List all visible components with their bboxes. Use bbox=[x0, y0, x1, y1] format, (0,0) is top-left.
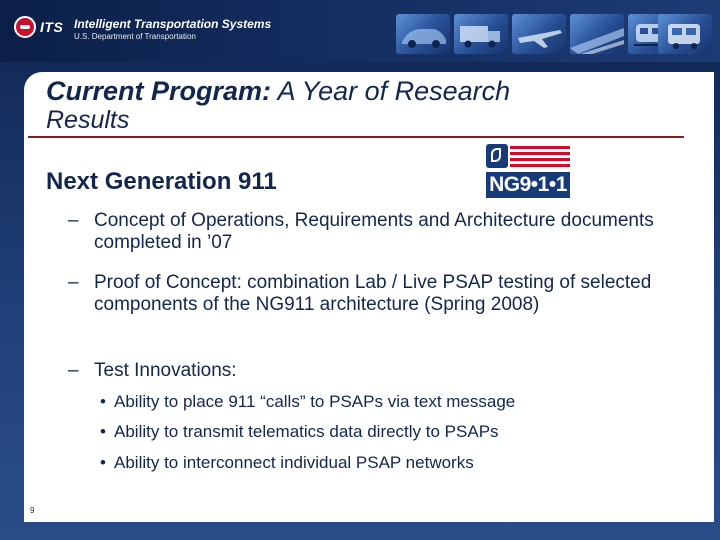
sub-bullet-text: Ability to transmit telematics data directly to PSAPs bbox=[114, 422, 499, 441]
slide-title-line2: Results bbox=[46, 106, 130, 134]
ng911-logo bbox=[486, 144, 570, 198]
header-image-strip bbox=[396, 14, 712, 54]
org-department: U.S. Department of Transportation bbox=[74, 32, 196, 41]
sub-bullet-item bbox=[100, 453, 474, 473]
bullet-item bbox=[68, 272, 668, 316]
org-name: Intelligent Transportation Systems bbox=[74, 17, 272, 31]
title-rest: A Year of Research bbox=[271, 76, 511, 106]
dash-marker: – bbox=[68, 360, 79, 381]
header-bar bbox=[0, 0, 720, 62]
transit-image-icon bbox=[658, 14, 712, 54]
section-heading: Next Generation 911 bbox=[46, 168, 277, 195]
plane-image-icon bbox=[512, 14, 566, 54]
bullet-item bbox=[68, 360, 668, 382]
ng911-logo-text: NG9•1•1 bbox=[486, 172, 570, 198]
title-divider bbox=[28, 136, 684, 138]
page-number: 9 bbox=[30, 506, 35, 515]
dot-marker: • bbox=[100, 422, 106, 441]
phone-handset-icon bbox=[486, 144, 508, 168]
bullet-text: Test Innovations: bbox=[94, 360, 237, 381]
title-emphasis: Current Program: bbox=[46, 76, 272, 106]
sub-bullet-text: Ability to place 911 “calls” to PSAPs via text message bbox=[114, 392, 516, 411]
car-image-icon bbox=[396, 14, 450, 54]
dot-marker: • bbox=[100, 453, 106, 472]
its-logo bbox=[14, 16, 70, 40]
sub-bullet-text: Ability to interconnect individual PSAP networks bbox=[114, 453, 474, 472]
bullet-item bbox=[68, 210, 668, 254]
sub-bullet-item bbox=[100, 422, 499, 442]
bullet-text: Proof of Concept: combination Lab / Live PSAP testing of selected components of the NG911 architecture (Spring 2008) bbox=[94, 272, 652, 315]
highway-image-icon bbox=[570, 14, 624, 54]
sub-bullet-item bbox=[100, 392, 515, 412]
org-block bbox=[74, 17, 271, 41]
its-logo-text: ITS bbox=[40, 19, 64, 35]
content-panel bbox=[24, 72, 714, 522]
dot-marker: • bbox=[100, 392, 106, 411]
its-emblem-icon bbox=[14, 16, 36, 38]
dash-marker: – bbox=[68, 272, 79, 293]
truck-image-icon bbox=[454, 14, 508, 54]
dash-marker: – bbox=[68, 210, 79, 231]
slide-title bbox=[46, 76, 510, 107]
bullet-text: Concept of Operations, Requirements and Architecture documents completed in ’07 bbox=[94, 210, 654, 253]
